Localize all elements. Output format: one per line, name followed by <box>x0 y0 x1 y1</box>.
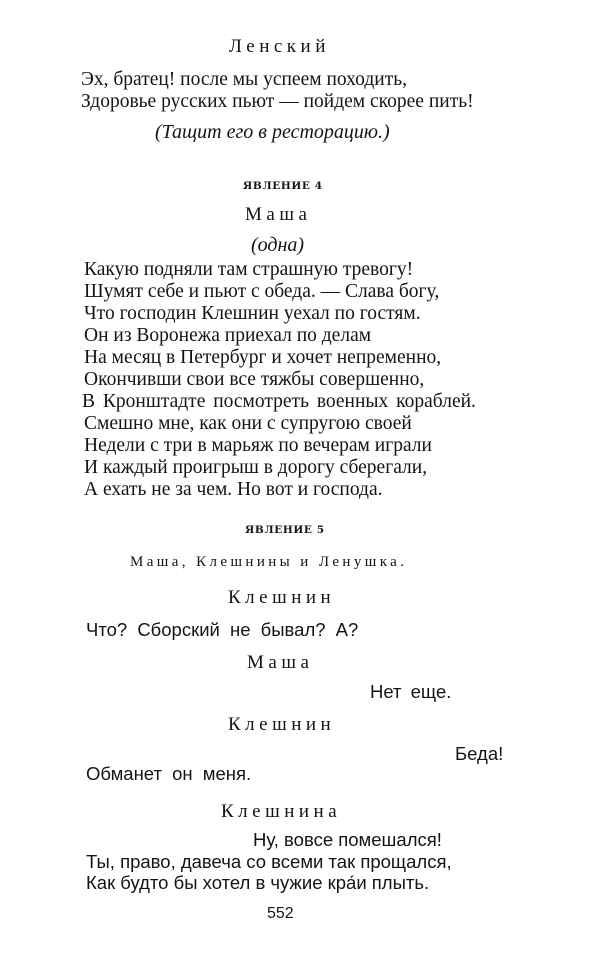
verse-line: Он из Воронежа приехал по делам <box>84 325 372 346</box>
speaker-name: Клешнин <box>228 587 336 608</box>
verse-line: А ехать не за чем. Но вот и господа. <box>84 479 383 500</box>
speaker-name: Маша <box>247 652 314 673</box>
verse-line: Как будто бы хотел в чужие кра́и плыть. <box>86 872 430 893</box>
verse-line: Нет еще. <box>370 681 452 702</box>
verse-line: И каждый проигрыш в дорогу сберегали, <box>84 457 428 478</box>
verse-line: Эх, братец! после мы успеем походить, <box>81 69 407 90</box>
verse-line: Ты, право, давеча со всеми так прощался, <box>86 851 452 872</box>
verse-line: Какую подняли там страшную тревогу! <box>84 259 414 280</box>
verse-line: Беда! <box>455 743 504 764</box>
verse-line: В Кронштадте посмотреть военных кораблей. <box>82 391 476 412</box>
verse-line: Ну, вовсе помешался! <box>253 829 442 850</box>
stage-direction: (одна) <box>251 234 305 256</box>
speaker-name: Клешнин <box>228 714 336 735</box>
verse-line: Здоровье русских пьют — пойдем скорее пить! <box>81 91 474 112</box>
verse-line: Шумят себе и пьют с обеда. — Слава богу, <box>84 281 440 302</box>
scene-heading: ЯВЛЕНИЕ 4 <box>243 180 323 192</box>
speaker-name: Ленский <box>229 36 330 57</box>
verse-line: На месяц в Петербург и хочет непременно, <box>84 347 442 368</box>
page-number: 552 <box>267 905 294 922</box>
characters-list: Маша, Клешнины и Ленушка. <box>130 554 408 570</box>
speaker-name: Клешнина <box>221 801 342 822</box>
verse-line: Обманет он меня. <box>86 763 252 784</box>
verse-line: Смешно мне, как они с супругою своей <box>84 413 412 434</box>
speaker-name: Маша <box>245 204 312 225</box>
scene-heading: ЯВЛЕНИЕ 5 <box>245 524 325 536</box>
verse-line: Что? Сборский не бывал? А? <box>86 619 359 640</box>
verse-line: Окончивши свои все тяжбы совершенно, <box>84 369 425 390</box>
verse-line: Недели с три в марьяж по вечерам играли <box>84 435 432 456</box>
verse-line: Что господин Клешнин уехал по гостям. <box>84 303 421 324</box>
stage-direction: (Тащит его в ресторацию.) <box>155 121 390 143</box>
